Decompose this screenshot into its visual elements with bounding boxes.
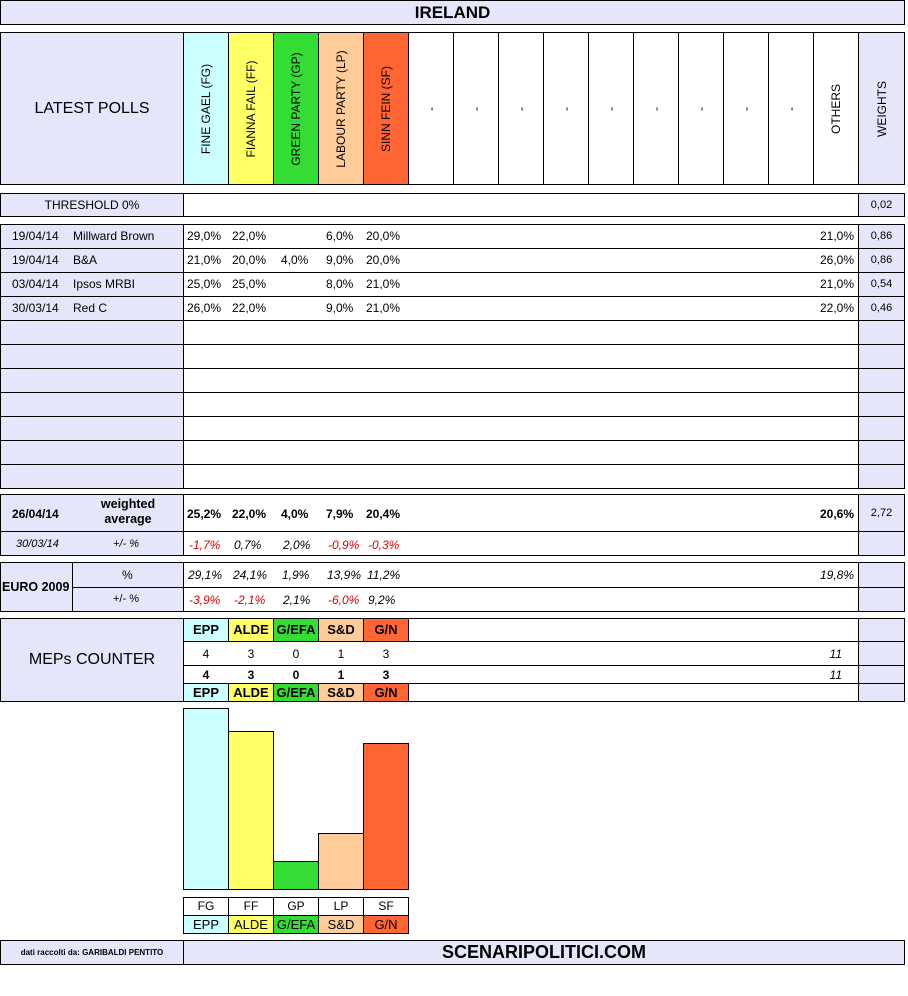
euro-diff-label: +/- %: [113, 593, 139, 605]
meps-row2-value: 0: [292, 668, 300, 682]
chart-group-label: ALDE: [228, 915, 274, 934]
euro-diff-fg: -3,9%: [189, 593, 221, 607]
poll-values-cell: [183, 464, 859, 489]
poll-weight-cell: [858, 416, 905, 441]
meps-label: MEPs COUNTER: [28, 651, 156, 668]
poll-value-lp: 9,0%: [326, 253, 354, 267]
euro-diff-lp: -6,0%: [328, 593, 360, 607]
blank-header-label: -: [739, 106, 753, 111]
poll-date: 19/04/14: [12, 229, 59, 243]
wavg-diff-label: +/- %: [113, 538, 139, 550]
blank-header-label: -: [559, 106, 573, 111]
meps-row2-value: 1: [337, 668, 345, 682]
poll-others: 21,0%: [819, 277, 854, 291]
threshold-empty-cell: [183, 193, 859, 217]
wavg-others: 20,6%: [819, 507, 854, 521]
blank-header-8: [768, 32, 814, 185]
meps-row2-value: 3: [382, 668, 390, 682]
poll-label-cell: [0, 344, 184, 369]
blank-header-5: [633, 32, 679, 185]
poll-others: 21,0%: [819, 229, 854, 243]
poll-value-gp: 4,0%: [281, 253, 309, 267]
blank-header-7: [723, 32, 769, 185]
weighted-average-block: [0, 494, 905, 556]
wavg-value-lp: 7,9%: [326, 507, 354, 521]
meps-group-bottom: G/EFA: [273, 683, 319, 702]
poll-value-sf: 21,0%: [366, 277, 401, 291]
polls-table: [0, 224, 905, 488]
chart-bar-ff: [228, 731, 274, 890]
latest-polls-label: LATEST POLLS: [34, 100, 150, 117]
blank-header-label: -: [694, 106, 708, 111]
poll-value-fg: 21,0%: [187, 253, 222, 267]
euro-pct-lp: 13,9%: [327, 568, 362, 582]
party-header-4: [363, 32, 409, 185]
meps-row1-value: 4: [202, 647, 210, 661]
meps-group-top: G/EFA: [273, 618, 319, 642]
weights-label: WEIGHTS: [874, 80, 889, 137]
poll-values-cell: [183, 344, 859, 369]
euro2009-block: [0, 562, 905, 612]
chart-category-label: FF: [228, 897, 274, 916]
blank-header-label: -: [469, 106, 483, 111]
meps-group-top: S&D: [318, 618, 364, 642]
wavg-date: 26/04/14: [12, 507, 59, 521]
poll-value-lp: 9,0%: [326, 301, 354, 315]
meps-group-bottom: S&D: [318, 683, 364, 702]
wavg-value-fg: 25,2%: [187, 507, 222, 521]
bar-chart: [183, 706, 410, 934]
blank-header-3: [543, 32, 589, 185]
poll-pollster: Red C: [73, 301, 108, 315]
table-row: [0, 248, 905, 272]
party-header-label: SINN FEIN (SF): [379, 65, 393, 152]
meps-group-bottom: ALDE: [228, 683, 274, 702]
wavg-diff-weight-cell: [858, 531, 905, 556]
euro-pct-fg: 29,1%: [188, 568, 223, 582]
header-weights: [858, 32, 905, 185]
party-header-2: [273, 32, 319, 185]
blank-header-label: -: [604, 106, 618, 111]
poll-values-cell: [183, 416, 859, 441]
meps-row-divider-2: [183, 665, 905, 666]
euro-diff-sf: 9,2%: [368, 593, 396, 607]
euro-weight-cell: [858, 562, 905, 588]
poll-value-sf: 20,0%: [366, 253, 401, 267]
chart-category-label: GP: [273, 897, 319, 916]
wavg-diff-lp: -0,9%: [328, 538, 360, 552]
euro-pct-gp: 1,9%: [282, 568, 310, 582]
meps-row1-value: 0: [292, 647, 300, 661]
poll-weight-cell: [858, 392, 905, 417]
poll-pollster: Ipsos MRBI: [73, 277, 136, 291]
poll-values-cell: [183, 320, 859, 345]
blank-header-label: -: [784, 106, 798, 111]
meps-group-top: ALDE: [228, 618, 274, 642]
poll-weight: 0,86: [870, 230, 893, 242]
blank-header-label: -: [649, 106, 663, 111]
poll-label-cell: [0, 320, 184, 345]
footer-credit: dati raccolti da: GARIBALDI PENTITO: [20, 948, 164, 957]
poll-label-cell: [0, 464, 184, 489]
poll-values-cell: [183, 392, 859, 417]
chart-category-label: FG: [183, 897, 229, 916]
euro-pct-others: 19,8%: [819, 568, 854, 582]
wavg-weight: 2,72: [870, 507, 893, 519]
wavg-value-gp: 4,0%: [281, 507, 309, 521]
poll-weight-cell: [858, 464, 905, 489]
party-header-row: [183, 32, 860, 185]
poll-label-cell: [0, 440, 184, 465]
meps-row2-value: 3: [247, 668, 255, 682]
chart-group-label: S&D: [318, 915, 364, 934]
wavg-diff-fg: -1,7%: [189, 538, 221, 552]
poll-value-fg: 29,0%: [187, 229, 222, 243]
poll-weight: 0,54: [870, 278, 893, 290]
poll-others: 26,0%: [819, 253, 854, 267]
meps-weight-cell: [858, 618, 905, 702]
euro-pct-ff: 24,1%: [233, 568, 268, 582]
euro-pct-sf: 11,2%: [367, 568, 401, 582]
poll-weight-cell: [858, 344, 905, 369]
meps-group-top: EPP: [183, 618, 229, 642]
euro-diff-gp: 2,1%: [283, 593, 311, 607]
wavg-diff-ff: 0,7%: [234, 538, 262, 552]
wavg-diff-sf: -0,3%: [368, 538, 400, 552]
meps-group-top: G/N: [363, 618, 409, 642]
poll-value-ff: 20,0%: [232, 253, 267, 267]
poll-value-ff: 25,0%: [232, 277, 267, 291]
poll-label-cell: [0, 416, 184, 441]
party-header-3: [318, 32, 364, 185]
threshold-weight: 0,02: [870, 199, 893, 211]
table-row: [0, 296, 905, 320]
euro-diff-ff: -2,1%: [234, 593, 266, 607]
wavg-value-ff: 22,0%: [232, 507, 267, 521]
chart-category-label: LP: [318, 897, 364, 916]
party-header-0: [183, 32, 229, 185]
party-header-label: LABOUR PARTY (LP): [334, 49, 348, 168]
party-header-label: FIANNA FAIL (FF): [244, 60, 258, 157]
chart-group-label: G/EFA: [273, 915, 319, 934]
poll-label-cell: [0, 392, 184, 417]
chart-bar-gp: [273, 861, 319, 890]
wavg-label: weighted average: [100, 497, 156, 526]
chart-group-label: G/N: [363, 915, 409, 934]
chart-bar-lp: [318, 833, 364, 890]
poll-pollster: Millward Brown: [73, 229, 155, 243]
poll-values-cell: [183, 368, 859, 393]
poll-value-ff: 22,0%: [232, 229, 267, 243]
others-label: OTHERS: [829, 83, 843, 134]
poll-weight: 0,86: [870, 254, 893, 266]
blank-header-2: [498, 32, 544, 185]
chart-bar-sf: [363, 743, 409, 890]
party-header-label: FINE GAEL (FG): [199, 63, 213, 154]
meps-counter-block: [0, 618, 905, 702]
meps-group-bottom: EPP: [183, 683, 229, 702]
poll-values-cell: [183, 440, 859, 465]
poll-value-ff: 22,0%: [232, 301, 267, 315]
chart-category-label: SF: [363, 897, 409, 916]
wavg-value-sf: 20,4%: [366, 507, 401, 521]
poll-value-lp: 6,0%: [326, 229, 354, 243]
blank-header-4: [588, 32, 634, 185]
poll-date: 30/03/14: [12, 301, 59, 315]
meps-row1-total: 11: [829, 647, 842, 661]
chart-group-label: EPP: [183, 915, 229, 934]
blank-header-label: -: [514, 106, 528, 111]
poll-label-cell: [0, 368, 184, 393]
others-header: [813, 32, 859, 185]
meps-group-bottom: G/N: [363, 683, 409, 702]
table-row: [0, 272, 905, 296]
poll-value-lp: 8,0%: [326, 277, 354, 291]
euro-label: EURO 2009: [2, 580, 70, 594]
meps-row2-total: 11: [829, 668, 842, 682]
poll-value-sf: 21,0%: [366, 301, 401, 315]
blank-header-1: [453, 32, 499, 185]
euro-weight-cell-2: [858, 587, 905, 612]
poll-pollster: B&A: [73, 253, 98, 267]
wavg-prev-date: 30/03/14: [16, 538, 59, 550]
poll-value-fg: 26,0%: [187, 301, 222, 315]
poll-value-sf: 20,0%: [366, 229, 401, 243]
meps-row1-value: 1: [337, 647, 345, 661]
chart-bar-fg: [183, 708, 229, 890]
poll-others: 22,0%: [819, 301, 854, 315]
meps-row1-value: 3: [247, 647, 255, 661]
party-header-1: [228, 32, 274, 185]
threshold-label: THRESHOLD 0%: [44, 198, 140, 212]
meps-row2-value: 4: [202, 668, 210, 682]
blank-header-label: -: [424, 106, 438, 111]
meps-row1-value: 3: [382, 647, 390, 661]
poll-date: 03/04/14: [12, 277, 59, 291]
poll-weight-cell: [858, 320, 905, 345]
euro-pct-label: %: [122, 568, 133, 582]
footer-site: SCENARIPOLITICI.COM: [441, 942, 646, 962]
page-title: IRELAND: [414, 3, 491, 22]
poll-weight-cell: [858, 368, 905, 393]
poll-weight-cell: [858, 440, 905, 465]
table-row: [0, 224, 905, 248]
poll-value-fg: 25,0%: [187, 277, 222, 291]
party-header-label: GREEN PARTY (GP): [289, 51, 303, 166]
wavg-diff-gp: 2,0%: [283, 538, 311, 552]
poll-weight: 0,46: [870, 302, 893, 314]
blank-header-6: [678, 32, 724, 185]
blank-header-0: [408, 32, 454, 185]
poll-date: 19/04/14: [12, 253, 59, 267]
